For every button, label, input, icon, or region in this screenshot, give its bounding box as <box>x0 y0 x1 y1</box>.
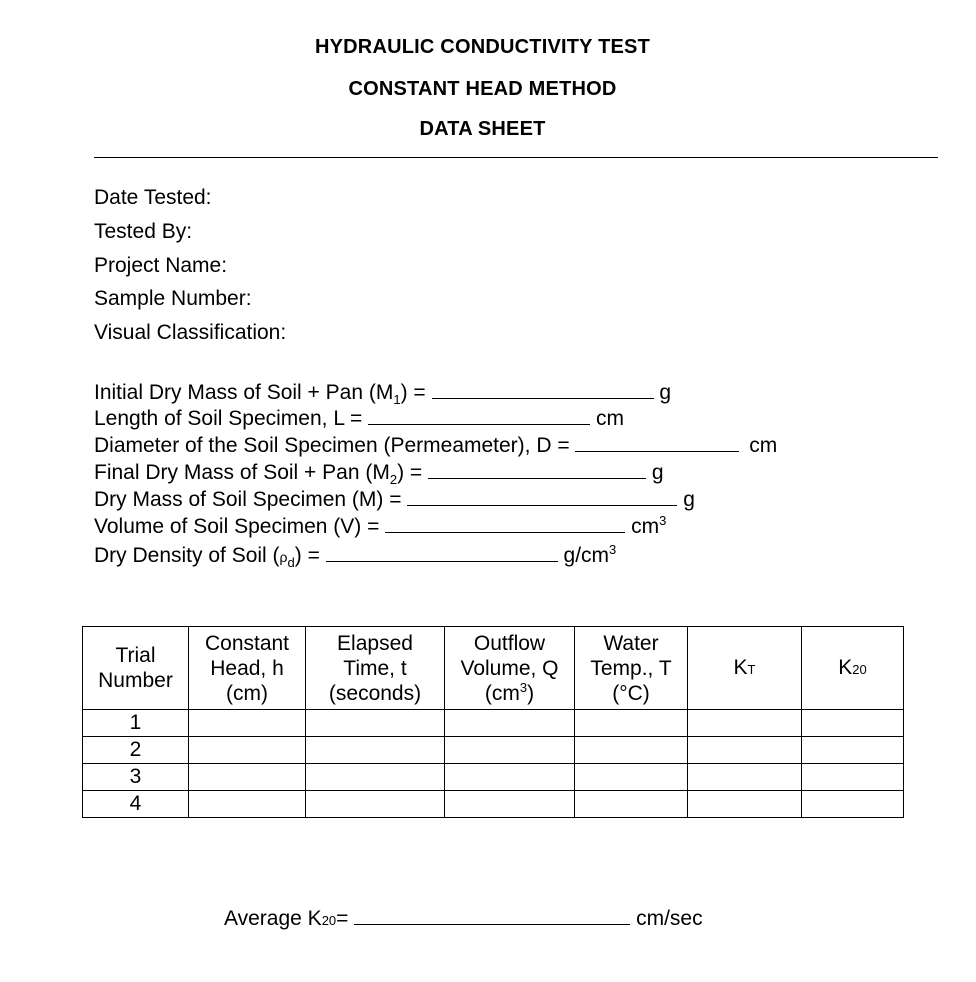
table-row <box>83 764 904 791</box>
dry-density-unit-superscript: 3 <box>609 542 617 557</box>
dry-density-row <box>94 543 616 570</box>
header-k-t <box>688 627 802 710</box>
final-dry-mass-label-end: ) = <box>397 461 423 484</box>
tested-by-label: Tested By: <box>94 220 193 243</box>
dry-density-label-end: ) = <box>294 544 320 567</box>
rho-subscript: d <box>287 555 295 571</box>
header-text: Temp., T <box>590 656 672 680</box>
table-cell[interactable] <box>802 710 904 737</box>
average-k20-equals: = <box>336 907 349 930</box>
volume-row <box>94 514 666 540</box>
length-row <box>94 406 624 432</box>
title-line-1: HYDRAULIC CONDUCTIVITY TEST <box>314 36 651 58</box>
initial-dry-mass-row <box>94 380 671 406</box>
table-cell[interactable] <box>189 737 306 764</box>
average-k20-blank[interactable] <box>354 906 630 925</box>
dry-mass-unit: g <box>683 488 695 511</box>
date-tested-label: Date Tested: <box>94 186 212 209</box>
table-cell[interactable] <box>306 710 445 737</box>
volume-unit-superscript: 3 <box>659 513 667 528</box>
dry-density-unit: g/cm <box>563 544 610 567</box>
table-cell[interactable] <box>306 764 445 791</box>
length-blank[interactable] <box>368 406 590 425</box>
title-line-2: CONSTANT HEAD METHOD <box>348 78 617 100</box>
rho-symbol: ρ <box>279 549 288 565</box>
header-trial-number <box>83 627 189 710</box>
header-text: Elapsed <box>337 631 413 655</box>
initial-dry-mass-unit: g <box>659 381 672 404</box>
average-k20-unit: cm/sec <box>636 907 703 930</box>
average-k20-row <box>224 906 703 931</box>
table-cell[interactable] <box>575 764 688 791</box>
project-name-label: Project Name: <box>94 254 228 277</box>
table-row <box>83 737 904 764</box>
sample-number-label: Sample Number: <box>94 287 252 310</box>
header-text: K <box>838 655 853 679</box>
header-text: Water <box>603 631 659 655</box>
header-constant-head <box>189 627 306 710</box>
trial-number-cell: 4 <box>83 791 189 818</box>
table-cell[interactable] <box>189 710 306 737</box>
table-cell[interactable] <box>575 737 688 764</box>
dry-density-label: Dry Density of Soil ( <box>94 544 280 567</box>
header-subscript: T <box>747 661 756 677</box>
header-text: ) <box>527 681 535 705</box>
trial-number-cell: 1 <box>83 710 189 737</box>
table-cell[interactable] <box>189 764 306 791</box>
header-divider <box>94 157 938 158</box>
table-cell[interactable] <box>575 791 688 818</box>
table-cell[interactable] <box>802 791 904 818</box>
table-cell[interactable] <box>189 791 306 818</box>
header-outflow-volume <box>445 627 575 710</box>
header-text: (cm) <box>226 681 268 705</box>
table-cell[interactable] <box>688 764 802 791</box>
table-cell[interactable] <box>445 764 575 791</box>
table-cell[interactable] <box>688 737 802 764</box>
table-row <box>83 710 904 737</box>
m1-subscript: 1 <box>393 392 401 408</box>
header-text: Constant <box>204 631 290 655</box>
initial-dry-mass-blank[interactable] <box>432 380 654 399</box>
dry-mass-blank[interactable] <box>407 487 677 506</box>
table-cell[interactable] <box>445 737 575 764</box>
dry-density-blank[interactable] <box>326 543 558 562</box>
header-k-20 <box>802 627 904 710</box>
header-text: (°C) <box>612 681 650 705</box>
visual-classification-label: Visual Classification: <box>94 321 287 344</box>
initial-dry-mass-label-end: ) = <box>400 381 426 404</box>
volume-blank[interactable] <box>385 514 625 533</box>
header-elapsed-time <box>306 627 445 710</box>
title-line-3: DATA SHEET <box>419 118 546 140</box>
header-text: Trial <box>115 644 156 667</box>
table-cell[interactable] <box>445 791 575 818</box>
average-k20-label: Average K <box>224 907 322 930</box>
header-text: Number <box>98 669 173 692</box>
table-cell[interactable] <box>306 791 445 818</box>
length-label: Length of Soil Specimen, L = <box>94 407 363 430</box>
table-cell[interactable] <box>802 737 904 764</box>
average-k20-subscript: 20 <box>321 913 337 928</box>
table-row <box>83 791 904 818</box>
trial-number-cell: 2 <box>83 737 189 764</box>
final-dry-mass-row <box>94 460 664 486</box>
header-superscript: 3 <box>519 679 528 695</box>
header-text: K <box>733 655 748 679</box>
dry-mass-row <box>94 487 695 513</box>
diameter-row <box>94 433 777 459</box>
initial-dry-mass-label: Initial Dry Mass of Soil + Pan (M <box>94 381 394 404</box>
final-dry-mass-blank[interactable] <box>428 460 646 479</box>
length-unit: cm <box>596 407 625 430</box>
final-dry-mass-label: Final Dry Mass of Soil + Pan (M <box>94 461 390 484</box>
table-cell[interactable] <box>688 791 802 818</box>
final-dry-mass-unit: g <box>651 461 664 484</box>
dry-mass-label: Dry Mass of Soil Specimen (M) = <box>94 488 402 511</box>
trial-number-cell: 3 <box>83 764 189 791</box>
table-cell[interactable] <box>688 710 802 737</box>
table-cell[interactable] <box>575 710 688 737</box>
header-text: (seconds) <box>328 681 422 705</box>
header-text: Time, t <box>343 656 407 680</box>
volume-label: Volume of Soil Specimen (V) = <box>94 515 380 538</box>
header-text: Volume, Q <box>460 656 559 680</box>
trial-data-table <box>82 626 904 818</box>
table-cell[interactable] <box>306 737 445 764</box>
header-text: Outflow <box>473 631 546 655</box>
header-text: Head, h <box>210 656 284 680</box>
header-text: (cm <box>484 681 520 705</box>
m2-subscript: 2 <box>389 472 398 488</box>
diameter-blank[interactable] <box>575 433 739 452</box>
header-water-temp <box>575 627 688 710</box>
table-header-row <box>83 627 904 710</box>
table-cell[interactable] <box>802 764 904 791</box>
table-cell[interactable] <box>445 710 575 737</box>
header-subscript: 20 <box>852 661 867 677</box>
diameter-label: Diameter of the Soil Specimen (Permeameter), D = <box>94 434 570 457</box>
volume-unit: cm <box>631 515 660 538</box>
diameter-unit: cm <box>749 434 778 457</box>
